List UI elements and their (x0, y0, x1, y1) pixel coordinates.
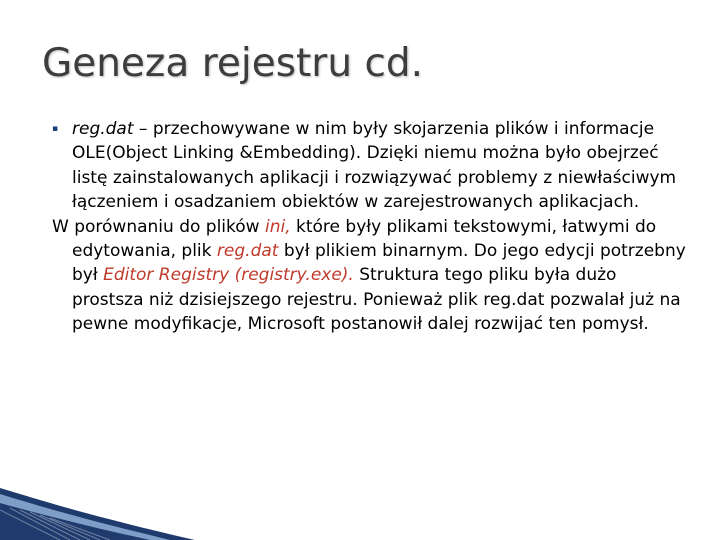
term-ini: ini, (264, 216, 291, 237)
paragraph-text: – przechowywane w nim były skojarzenia plików i informacje OLE(Object Linking &Embedding). Dzięki niemu można było obejrzeć listę zainstalowanych aplikacji i rozwiązywać problemy z niewłaściwym łączeniem i osadzaniem obiektów w zarejestrowanych aplikacjach. (72, 119, 677, 213)
paragraph-text: był plikiem binarnym. Do jego edycji potrzebny był (72, 241, 686, 286)
slide-title: Geneza rejestru cd. (42, 41, 424, 86)
paragraph-reg-dat (52, 117, 692, 215)
paragraph-comparison (52, 215, 692, 337)
paragraph-text: Struktura tego pliku była dużo prostsza niż dzisiejszego rejestru. Ponieważ plik reg.dat pozwalał już na pewne modyfikacje, Microsoft postanowił dalej rozwijać ten pomysł. (72, 265, 681, 335)
term-reg-dat-highlight: reg.dat (216, 241, 279, 262)
bullet-icon: ▪ (52, 124, 59, 134)
paragraph-text: W porównaniu do plików (52, 216, 265, 237)
term-reg-dat: reg.dat (72, 119, 134, 139)
term-editor-registry: Editor Registry (registry.exe). (103, 265, 354, 286)
slide-body (52, 117, 692, 337)
paragraph-text: które były plikami tekstowymi, łatwymi do edytowania, plik (72, 216, 657, 262)
swoosh-dark-band (0, 488, 195, 540)
corner-swoosh-decoration (0, 450, 200, 540)
